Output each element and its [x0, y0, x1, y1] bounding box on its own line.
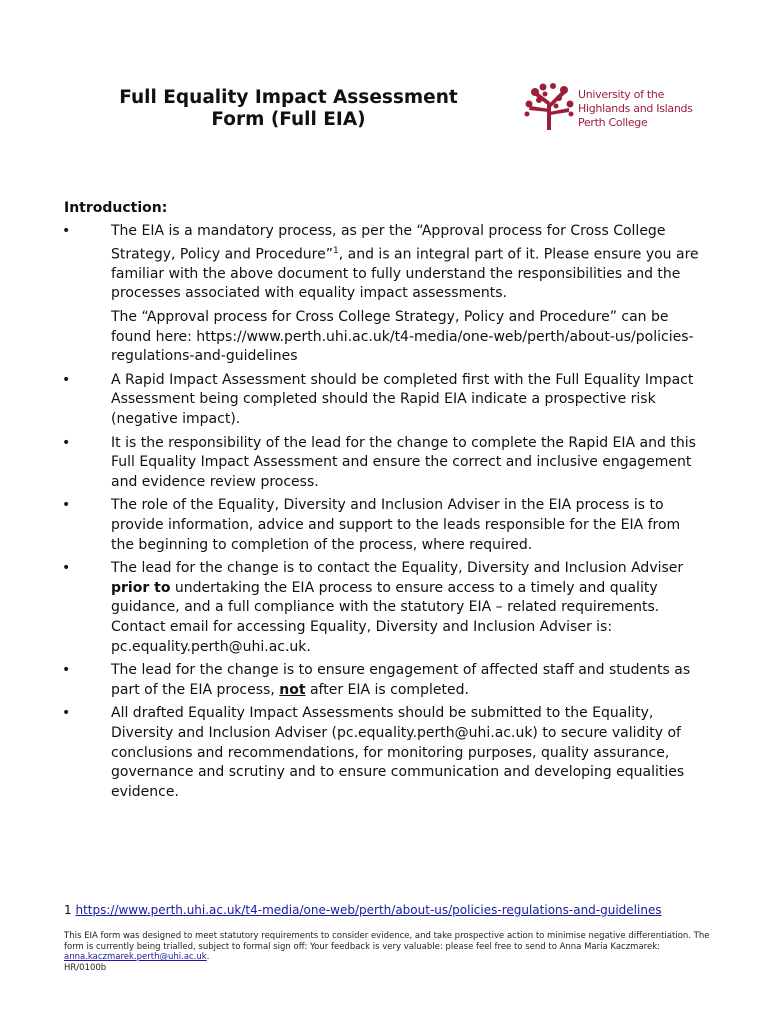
footnote	[64, 903, 664, 917]
title-line-2: Form (Full EIA)	[211, 109, 366, 130]
tree-logo-icon	[523, 82, 575, 132]
logo-line-3: Perth College	[578, 116, 648, 129]
emphasis-not: not	[279, 681, 306, 698]
list-item	[0, 222, 770, 367]
footnote-link[interactable]: https://www.perth.uhi.ac.uk/t4-media/one-web/perth/about-us/policies-regulations-and-guidelines	[75, 903, 662, 917]
item-paragraph: The role of the Equality, Diversity and Inclusion Adviser in the EIA process is to provide information, advice and support to the leads responsible for the EIA from the beginning to completion of the process, where required.	[111, 497, 681, 553]
item-paragraph: The lead for the change is to ensure engagement of affected staff and students as part of the EIA process, not after EIA is completed.	[111, 662, 691, 698]
introduction-list	[0, 222, 770, 806]
list-item	[0, 371, 770, 430]
item-paragraph: A Rapid Impact Assessment should be completed first with the Full Equality Impact Assessment being completed should the Rapid EIA indicate a prospective risk (negative impact).	[111, 371, 694, 427]
emphasis-prior-to: prior to	[111, 579, 171, 596]
item-paragraph: The EIA is a mandatory process, as per the “Approval process for Cross College Strategy, Policy and Procedure”$^1$, and is an integral part of it. Please ensure you are familiar with the above document to fully understand the responsibilities and the processes associated with equality impact assessments.	[111, 223, 699, 302]
bullet: •	[62, 560, 71, 577]
item-paragraph: All drafted Equality Impact Assessments should be submitted to the Equality, Diversity and Inclusion Adviser (pc.equality.perth@uhi.ac.uk) to secure validity of conclusions and recommendations, for monitoring purposes, quality assurance, governance and scrutiny and to ensure communication and developing equalities evidence.	[111, 705, 685, 800]
list-item	[0, 559, 770, 657]
list-item	[0, 704, 770, 802]
university-logo	[523, 82, 703, 132]
bullet: •	[62, 223, 71, 239]
list-item	[0, 434, 770, 493]
bullet: •	[62, 497, 71, 514]
fine-print: This EIA form was designed to meet statutory requirements to consider evidence, and take prospective action to minimise negative differentiation. The form is currently being trialled, subject to formal sign off: Your feedback is very valuable: please feel free to send to Anna Maria Kaczmarek: anna.kaczmarek.perth@uhi.ac.uk. HR/0100b	[64, 931, 714, 973]
introduction-heading: Introduction:	[64, 200, 168, 216]
fine-print-text: This EIA form was designed to meet statutory requirements to consider evidence, and take prospective action to minimise negative differentiation. The form is currently being trialled, subject to formal sign off: Your feedback is very valuable: please feel free to send to Anna Maria Kaczmarek:	[64, 931, 710, 952]
item-paragraph: It is the responsibility of the lead for the change to complete the Rapid EIA and this Full Equality Impact Assessment and ensure the correct and inclusive engagement and evidence review process.	[111, 434, 696, 490]
page-title	[96, 87, 481, 131]
footnote-number: 1	[64, 903, 72, 917]
footnote-ref[interactable]: 1	[333, 245, 339, 256]
bullet: •	[62, 662, 71, 679]
bullet: •	[62, 434, 71, 451]
list-item	[0, 496, 770, 555]
item-paragraph: The “Approval process for Cross College Strategy, Policy and Procedure” can be found here: https://www.perth.uhi.ac.uk/t4-media/one-web/perth/about-us/policies-regulations-and-guidelines	[111, 309, 694, 365]
logo-line-2: Highlands and Islands	[578, 102, 693, 115]
logo-line-1: University of the	[578, 88, 665, 101]
item-paragraph: The lead for the change is to contact the Equality, Diversity and Inclusion Adviser prior to undertaking the EIA process to ensure access to a timely and quality guidance, and a full compliance with the statutory EIA – related requirements. Contact email for accessing Equality, Diversity and Inclusion Adviser is: pc.equality.perth@uhi.ac.uk.	[111, 560, 684, 655]
logo-text	[578, 88, 693, 130]
title-line-1: Full Equality Impact Assessment	[119, 87, 458, 108]
bullet: •	[62, 705, 71, 722]
feedback-email-link[interactable]: anna.kaczmarek.perth@uhi.ac.uk	[64, 952, 207, 962]
document-reference: HR/0100b	[64, 962, 107, 973]
list-item	[0, 661, 770, 700]
bullet: •	[62, 371, 71, 388]
